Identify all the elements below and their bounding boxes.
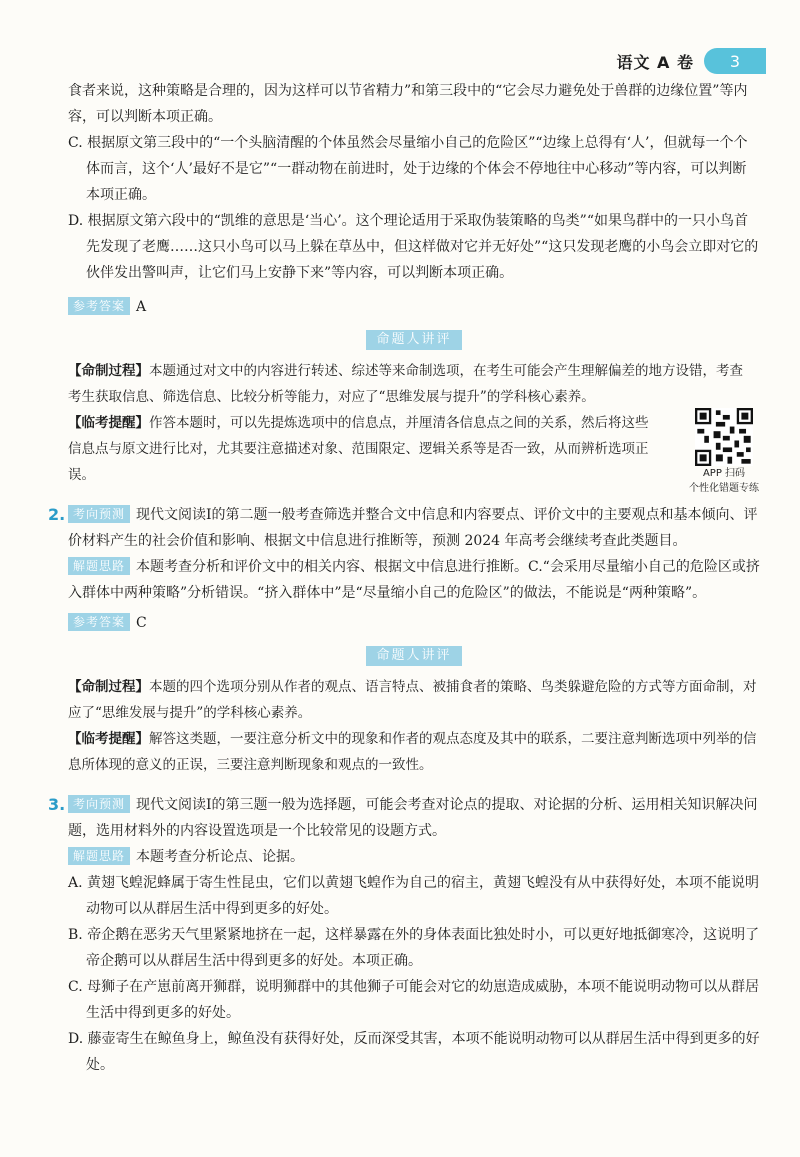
q2-tip-text: 解答这类题，一要注意分析文中的现象和作者的观点态度及其中的联系，二要注意判断选项中列举的信息所体现的意义的正误，三要注意判断现象和观点的一致性。: [68, 731, 757, 773]
answer-line-1: [68, 294, 760, 320]
commentary-block-1: [68, 358, 760, 494]
q3-option-a: A. 黄翅飞蝗泥蜂属于寄生性昆虫，它们以黄翅飞蝗作为自己的宿主，黄翅飞蝗没有从中获得好处，本项不能说明动物可以从群居生活中得到更多的好处。: [68, 875, 760, 917]
q3-analysis: [68, 844, 760, 870]
q2-tip-label: 【临考提醒】: [68, 731, 149, 747]
answer-value: A: [136, 299, 147, 315]
tip-note: [68, 410, 760, 488]
q3-option-b: B. 帝企鹅在恶劣天气里紧紧地挤在一起，这样暴露在外的身体表面比独处时小，可以更好地抵御寒冷，这说明了帝企鹅可以从群居生活中得到更多的好处。本项正确。: [68, 927, 760, 969]
q2-prediction-tag: 考向预测: [68, 505, 130, 523]
q2-analysis-tag: 解题思路: [68, 557, 130, 575]
question-2-number: 2.: [48, 505, 66, 524]
qr-label-practice: 个性化错题专练: [689, 483, 759, 494]
continued-paragraph: 食者来说，这种策略是合理的，因为这样可以节省精力”和第三段中的“它会尽力避免处于兽群的边缘位置”等内容，可以判断本项正确。: [68, 83, 748, 125]
q3-prediction-text: 现代文阅读Ⅰ的第三题一般为选择题，可能会考查对论点的提取、对论据的分析、运用相关知识解决问题，选用材料外的内容设置选项是一个比较常见的设题方式。: [68, 797, 758, 839]
question-3-number: 3.: [48, 795, 66, 814]
page-number: 3: [704, 48, 766, 74]
q3-option-d: D. 藤壶寄生在鲸鱼身上，鲸鱼没有获得好处，反而深受其害，本项不能说明动物可以从群居生活中得到更多的好处。: [68, 1031, 760, 1073]
q2-prediction-text: 现代文阅读Ⅰ的第二题一般考查筛选并整合文中信息和内容要点、评价文中的主要观点和基本倾向、评价材料产生的社会价值和影响、根据文中信息进行推断等，预测 2024 年高考会继续考查此类题目。: [68, 507, 758, 549]
q3-analysis-text: 本题考查分析论点、论据。: [136, 849, 305, 865]
q2-answer: [68, 610, 760, 636]
option-c-explanation: C. 根据原文第三段中的“一个头脑清醒的个体虽然会尽量缩小自己的危险区”“边缘上总得有‘人’，但就每一个个体而言，这个‘人’最好不是它”“一群动物在前进时，处于边缘的个体会不停地往中心移动”等内容，可以判断本项正确。: [68, 135, 748, 203]
q2-process-note: [68, 674, 760, 726]
tip-label: 【临考提醒】: [68, 415, 149, 431]
commentary-tag: 命题人讲评: [366, 330, 461, 350]
q3-prediction-tag: 考向预测: [68, 795, 130, 813]
page-header: [616, 48, 766, 74]
q2-analysis: [68, 554, 760, 606]
option-d-explanation: D. 根据原文第六段中的“凯维的意思是‘当心’。这个理论适用于采取伪装策略的鸟类”“如果鸟群中的一只小鸟首先发现了老鹰……这只小鸟可以马上躲在草丛中，但这样做对它并无好处”“这只发现老鹰的小鸟会立即对它的伙伴发出警叫声，让它们马上安静下来”等内容，可以判断本项正确。: [68, 213, 759, 281]
process-note: [68, 358, 760, 410]
q2-answer-tag: 参考答案: [68, 613, 130, 631]
q3-prediction: [68, 792, 760, 844]
qr-code-block[interactable]: [676, 408, 772, 496]
tip-text: 作答本题时，可以先提炼选项中的信息点，并厘清各信息点之间的关系，然后将这些信息点与原文进行比对，尤其要注意描述对象、范围限定、逻辑关系等是否一致，从而辨析选项正误。: [68, 415, 649, 483]
q2-process-text: 本题的四个选项分别从作者的观点、语言特点、被捕食者的策略、鸟类躲避危险的方式等方面命制，对应了“思维发展与提升”的学科核心素养。: [68, 679, 757, 721]
question-2: [48, 502, 760, 778]
header-title: 语文 A 卷: [616, 52, 694, 72]
q2-tip-note: [68, 726, 760, 778]
answer-tag: 参考答案: [68, 297, 130, 315]
q3-option-c: C. 母狮子在产崽前离开狮群，说明狮群中的其他狮子可能会对它的幼崽造成威胁，本项不能说明动物可以从群居生活中得到更多的好处。: [68, 979, 760, 1021]
qr-label-app: APP 扫码: [702, 468, 746, 479]
q2-commentary-tag: 命题人讲评: [366, 646, 461, 666]
qr-code-icon[interactable]: [695, 408, 753, 466]
q2-analysis-text: 本题考查分析和评价文中的相关内容、根据文中信息进行推断。C.“会采用尽量缩小自己的危险区或挤入群体中两种策略”分析错误。“挤入群体中”是“尽量缩小自己的危险区”的做法，不能说是“两种策略”。: [68, 559, 760, 601]
question-3: [48, 792, 760, 1078]
q2-process-label: 【命制过程】: [68, 679, 149, 695]
process-label: 【命制过程】: [68, 363, 149, 379]
q3-analysis-tag: 解题思路: [68, 847, 130, 865]
q2-prediction: [68, 502, 760, 554]
process-text: 本题通过对文中的内容进行转述、综述等来命制选项，在考生可能会产生理解偏差的地方设错，考查考生获取信息、筛选信息、比较分析等能力，对应了“思维发展与提升”的学科核心素养。: [68, 363, 743, 405]
q2-answer-value: C: [136, 615, 147, 631]
page-content: [48, 78, 760, 1078]
